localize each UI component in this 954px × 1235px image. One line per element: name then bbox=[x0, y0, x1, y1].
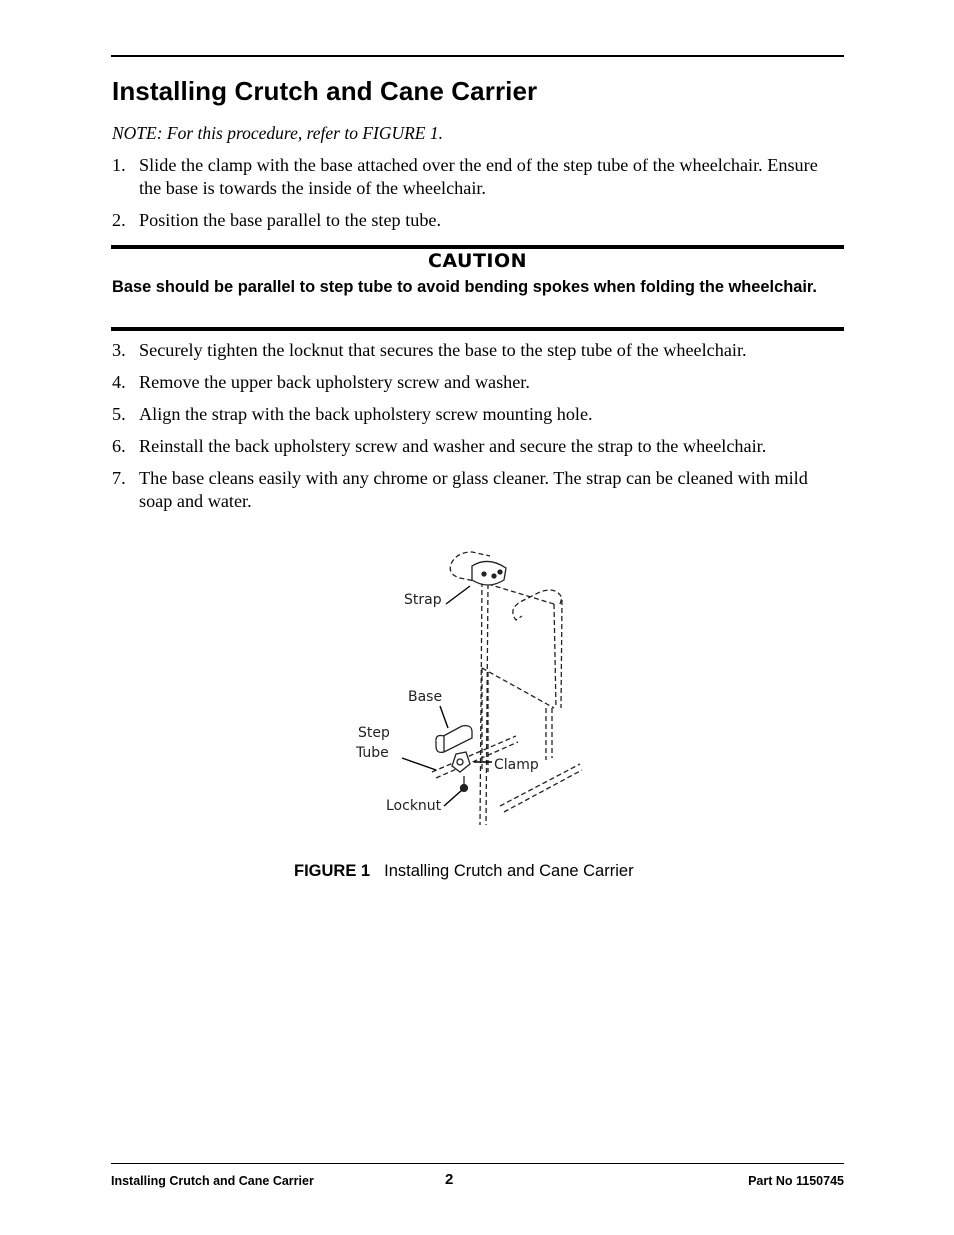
figure-caption-text: Installing Crutch and Cane Carrier bbox=[384, 862, 634, 880]
figure-1-illustration bbox=[340, 540, 600, 825]
strap-rivet bbox=[492, 574, 496, 578]
step-text: Align the strap with the back upholstery screw mounting hole. bbox=[139, 404, 593, 424]
step-text: The base cleans easily with any chrome or glass cleaner. The strap can be cleaned with mild soap and water. bbox=[139, 468, 808, 511]
right-back-post bbox=[554, 600, 562, 708]
caution-heading: CAUTION bbox=[427, 250, 528, 272]
step-item bbox=[112, 154, 844, 199]
strap-label: Strap bbox=[404, 592, 442, 608]
step-number: 6. bbox=[112, 436, 126, 456]
lower-frame-right bbox=[546, 708, 552, 760]
step-number: 7. bbox=[112, 468, 126, 488]
footer-part-number: Part No 1150745 bbox=[748, 1174, 844, 1188]
base-leader bbox=[440, 706, 448, 728]
step-text: Securely tighten the locknut that secures the base to the step tube of the wheelchair. bbox=[139, 340, 747, 360]
step-item bbox=[112, 209, 844, 232]
step-tube-label-line1: Step bbox=[358, 725, 390, 741]
caution-text: Base should be parallel to step tube to avoid bending spokes when folding the wheelchair. bbox=[112, 278, 817, 296]
step-text: Reinstall the back upholstery screw and washer and secure the strap to the wheelchair. bbox=[139, 436, 767, 456]
figure-caption bbox=[294, 862, 634, 881]
footer-rule bbox=[111, 1163, 844, 1164]
caution-box bbox=[111, 245, 844, 331]
step-item bbox=[112, 467, 844, 512]
step-tube-label-line2: Tube bbox=[356, 745, 389, 761]
strap-rivet bbox=[482, 572, 486, 576]
step-number: 4. bbox=[112, 372, 126, 392]
step-number: 1. bbox=[112, 155, 126, 175]
step-item bbox=[112, 371, 844, 394]
page-title: Installing Crutch and Cane Carrier bbox=[112, 76, 538, 106]
strap-rivet bbox=[498, 570, 502, 574]
figure-number: FIGURE 1 bbox=[294, 862, 371, 880]
caution-top-rule bbox=[111, 245, 844, 249]
footer-page-number: 2 bbox=[445, 1171, 454, 1188]
strap-leader bbox=[446, 586, 470, 604]
step-text: Position the base parallel to the step tube. bbox=[139, 209, 442, 230]
steps-list-after-caution bbox=[112, 339, 844, 522]
crutch-cane-carrier-drawing bbox=[340, 540, 600, 825]
procedure-note: NOTE: For this procedure, refer to FIGURE 1. bbox=[112, 123, 443, 143]
step-item bbox=[112, 403, 844, 426]
step-tube-leader bbox=[402, 758, 436, 770]
step-text: Remove the upper back upholstery screw and washer. bbox=[139, 372, 530, 392]
step-text: Slide the clamp with the base attached over the end of the step tube of the wheelchair. Ensure the base is towards the inside of the wheelchair. bbox=[139, 155, 818, 198]
footer-document-title: Installing Crutch and Cane Carrier bbox=[111, 1174, 314, 1188]
caution-bottom-rule bbox=[111, 327, 844, 331]
base-label: Base bbox=[408, 689, 443, 705]
clamp-hole bbox=[457, 759, 463, 765]
step-number: 5. bbox=[112, 404, 126, 424]
step-item bbox=[112, 339, 844, 362]
upholstery-bottom-edge bbox=[482, 668, 554, 708]
locknut-label: Locknut bbox=[386, 798, 442, 814]
step-item bbox=[112, 435, 844, 458]
clamp-label: Clamp bbox=[494, 757, 539, 773]
steps-list-before-caution bbox=[112, 154, 844, 241]
locknut-leader bbox=[444, 790, 462, 806]
step-number: 3. bbox=[112, 340, 126, 360]
step-number: 2. bbox=[112, 209, 126, 230]
header-rule bbox=[111, 55, 844, 57]
